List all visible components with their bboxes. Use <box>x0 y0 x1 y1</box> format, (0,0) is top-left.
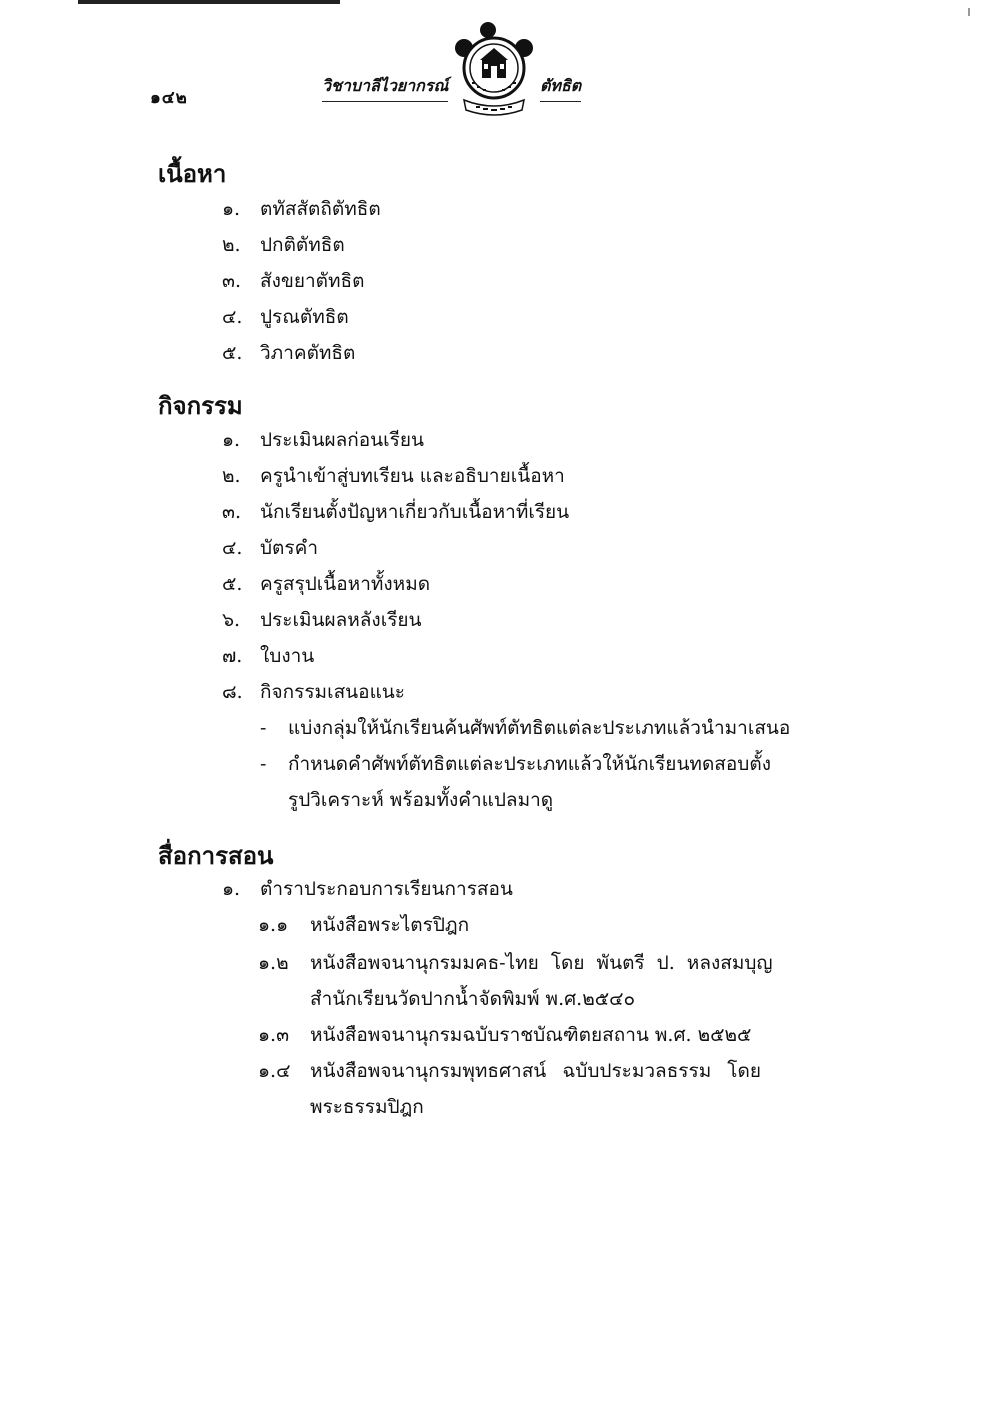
sub-list-item: - แบ่งกลุ่มให้นักเรียนค้นศัพท์ตัทธิตแต่ละประเภทแล้วนำมาเสนอ <box>260 717 791 739</box>
sub-list-item: ๑.๔ หนังสือพจนานุกรมพุทธศาสน์ ฉบับประมวลธรรม โดย <box>258 1060 761 1082</box>
sub-list-item-continuation: พระธรรมปิฎก <box>310 1096 424 1118</box>
page-number: ๑๔๒ <box>150 88 188 108</box>
section-title-media: สื่อการสอน <box>158 841 274 870</box>
sub-list-item-continuation: สำนักเรียนวัดปากน้ำจัดพิมพ์ พ.ศ.๒๕๔๐ <box>310 988 636 1010</box>
list-item: ๕. วิภาคตัทธิต <box>222 342 356 364</box>
list-item: ๗. ใบงาน <box>222 645 315 667</box>
sub-list-item: ๑.๑ หนังสือพระไตรปิฎก <box>258 914 470 936</box>
sub-list-item: - กำหนดคำศัพท์ตัทธิตแต่ละประเภทแล้วให้นักเรียนทดสอบตั้ง <box>260 753 771 775</box>
section-title-content: เนื้อหา <box>158 159 227 188</box>
list-item: ๔. ปูรณตัทธิต <box>222 306 349 328</box>
list-item: ๓. นักเรียนตั้งปัญหาเกี่ยวกับเนื้อหาที่เรียน <box>222 501 570 523</box>
list-item: ๘. กิจกรรมเสนอแนะ <box>222 681 406 703</box>
list-item: ๒. ครูนำเข้าสู่บทเรียน และอธิบายเนื้อหา <box>222 465 565 487</box>
list-item: ๑. ตทัสสัตถิตัทธิต <box>222 198 381 220</box>
list-item: ๔. บัตรคำ <box>222 537 318 559</box>
running-title: วิชาบาลีไวยากรณ์ <box>322 74 448 102</box>
list-item: ๖. ประเมินผลหลังเรียน <box>222 609 422 631</box>
sub-list-item: ๑.๒ หนังสือพจนานุกรมมคธ-ไทย โดย พันตรี ป. หลงสมบุญ <box>258 952 773 974</box>
sub-list-item: ๑.๓ หนังสือพจนานุกรมฉบับราชบัณฑิตยสถาน พ.ศ. ๒๕๒๕ <box>258 1024 752 1046</box>
list-item: ๑. ประเมินผลก่อนเรียน <box>222 429 424 451</box>
list-item: ๓. สังขยาตัทธิต <box>222 270 365 292</box>
list-item: ๒. ปกติตัทธิต <box>222 234 345 256</box>
section-title-activities: กิจกรรม <box>158 391 243 420</box>
list-item: ๑. ตำราประกอบการเรียนการสอน <box>222 878 513 900</box>
sub-list-item-continuation: รูปวิเคราะห์ พร้อมทั้งคำแปลมาดู <box>288 789 554 811</box>
list-item: ๕. ครูสรุปเนื้อหาทั้งหมด <box>222 573 431 595</box>
running-chapter-title: ตัทธิต <box>540 74 581 102</box>
